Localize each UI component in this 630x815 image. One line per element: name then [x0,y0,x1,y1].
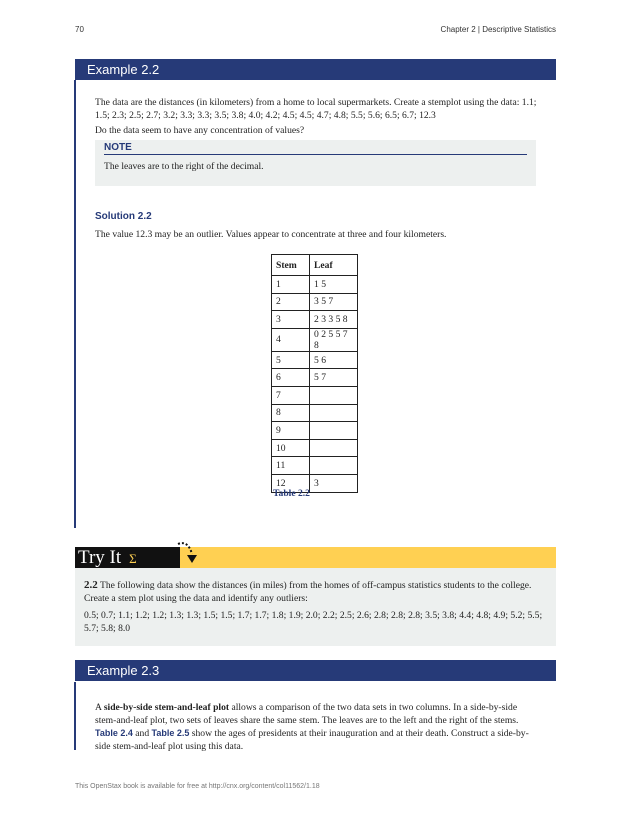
note-text: The leaves are to the right of the decimal. [104,161,264,172]
leaf-cell: 3 [310,474,358,492]
try-it-text-block [84,579,549,605]
stem-cell: 10 [272,439,310,457]
divider [74,682,76,750]
stem-cell: 9 [272,422,310,440]
chapter-title: Chapter 2 | Descriptive Statistics [440,25,556,34]
try-it-number: 2.2 [84,579,98,591]
footer: This OpenStax book is available for free at http://cnx.org/content/col11562/1.18 [75,783,320,790]
header-leaf: Leaf [310,255,358,276]
leaf-cell: 5 6 [310,351,358,369]
leaf-cell: 3 5 7 [310,293,358,311]
table-row [272,328,358,351]
leaf-cell: 0 2 5 5 7 8 [310,328,358,351]
example-2-2-heading: Example 2.2 [75,59,556,80]
table-row [272,293,358,311]
note-box [95,140,536,186]
example-text: The data are the distances (in kilometers) from a home to local supermarkets. Create a stemplot using the data: 1.1; 1.5; 2.3; 2.5; 2.7; 3.2; 3.3; 3.3; 3.5; 3.8; 4.0; 4.2; 4.5; 4.5; 4.7; 4.8; 5.5; 5.6; 6.5; 6.7; 12.3 [95,97,537,121]
stem-cell: 12 [272,474,310,492]
leaf-cell: 1 5 [310,276,358,294]
note-title: NOTE [104,142,527,155]
stem-cell: 6 [272,369,310,387]
stem-cell: 7 [272,386,310,404]
example-2-3-heading: Example 2.3 [75,660,556,681]
try-it-label [75,547,180,568]
term: side-by-side stem-and-leaf plot [103,702,230,713]
stem-cell: 3 [272,311,310,329]
leaf-cell [310,439,358,457]
table-row [272,351,358,369]
leaf-cell [310,386,358,404]
leaf-cell: 2 3 3 5 8 [310,311,358,329]
leaf-cell [310,457,358,475]
example-question: Do the data seem to have any concentration of values? [95,125,305,136]
solution-text: The value 12.3 may be an outlier. Values appear to concentrate at three and four kilometers. [95,229,447,240]
sigma-icon: Σ [129,551,137,566]
table-row [272,457,358,475]
table-2-4-link[interactable]: Table 2.4 [95,728,133,738]
divider [74,80,76,528]
solution-title: Solution 2.2 [95,211,152,222]
stem-cell: 5 [272,351,310,369]
table-row [272,439,358,457]
try-it-question: The following data show the distances (in miles) from the homes of off-campus statistics students to the college. Create a stem plot using the data and identify any outliers: [84,580,532,604]
leaf-cell [310,422,358,440]
stem-cell: 8 [272,404,310,422]
stem-cell: 4 [272,328,310,351]
table-caption: Table 2.2 [273,488,310,499]
table-row [272,311,358,329]
table-row [272,276,358,294]
table-row [272,386,358,404]
page-number: 70 [75,25,84,34]
stem-leaf-table [271,254,358,493]
example-2-3-text: A side-by-side stem-and-leaf plot allows a comparison of the two data sets in two columns. In a side-by-side stem-and-leaf plot, two sets of leaves share the same stem. The leaves are to the left and the right of the stems. Table 2.4 and Table 2.5 show the ages of presidents at their inauguration and at their death. Construct a side-by-side stem-and-leaf plot using this data. [95,702,529,752]
dotted-arrow-icon [176,540,200,566]
stem-cell: 1 [272,276,310,294]
table-2-5-link[interactable]: Table 2.5 [151,728,190,738]
table-row [272,422,358,440]
stem-cell: 11 [272,457,310,475]
table-row [272,404,358,422]
try-it-text: Try It [78,547,122,568]
stem-cell: 2 [272,293,310,311]
leaf-cell [310,404,358,422]
table-row [272,369,358,387]
try-it-data: 0.5; 0.7; 1.1; 1.2; 1.2; 1.3; 1.3; 1.5; 1.5; 1.7; 1.7; 1.8; 1.9; 2.0; 2.2; 2.5; 2.6; 2.8; 2.8; 2.8; 3.5; 3.8; 4.4; 4.8; 4.9; 5.2; 5.5; 5.7; 5.8; 8.0 [84,610,543,634]
leaf-cell: 5 7 [310,369,358,387]
header-stem: Stem [272,255,310,276]
